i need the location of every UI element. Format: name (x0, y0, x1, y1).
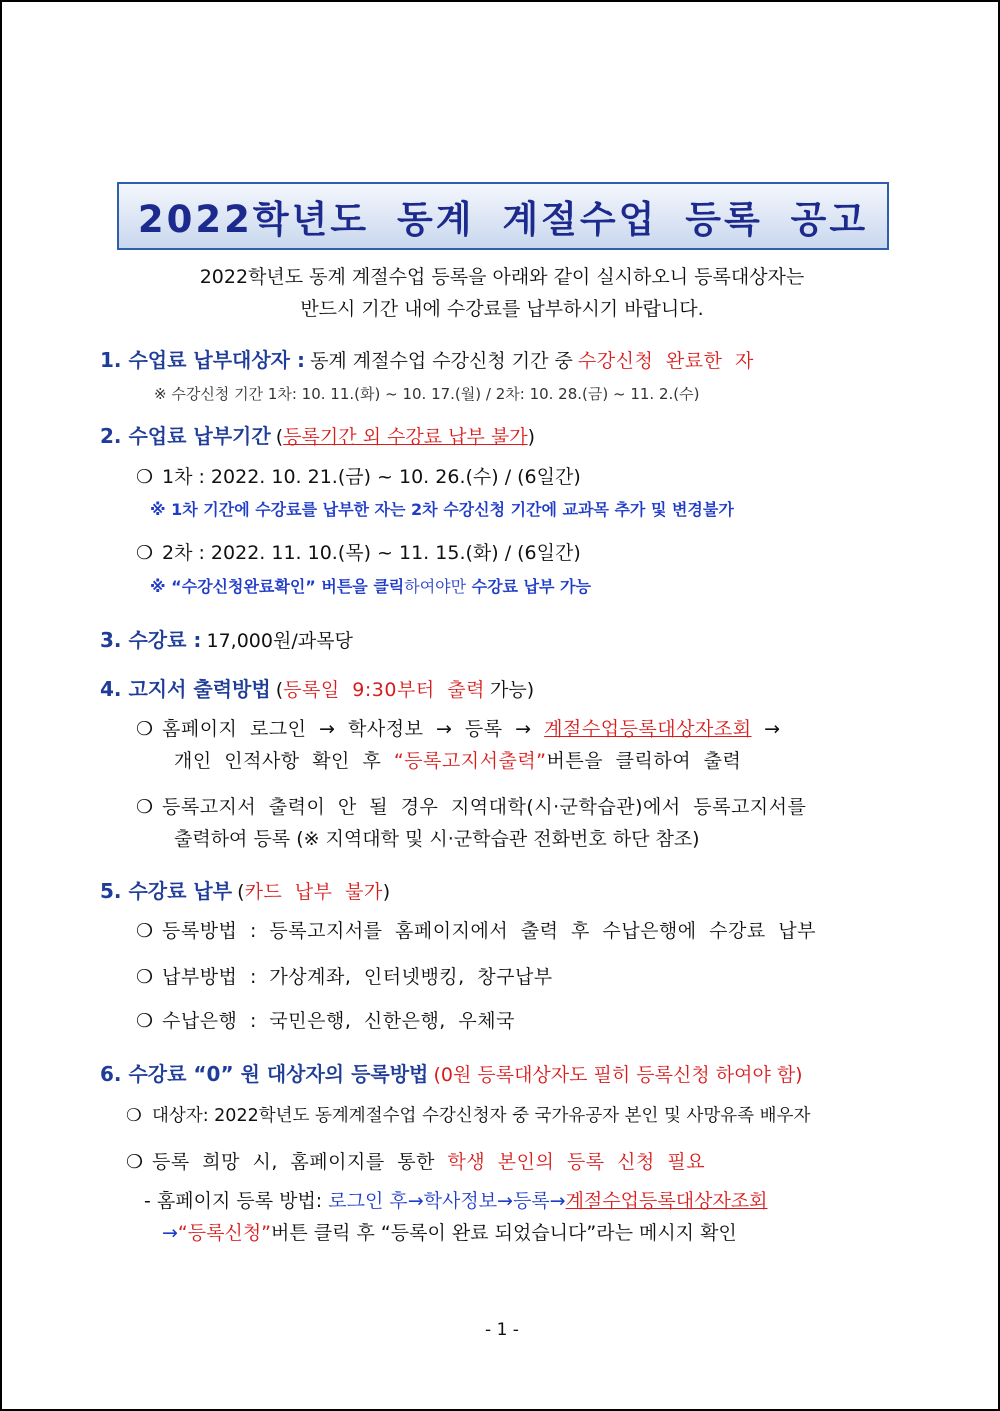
section-4-bullet-2 (136, 792, 806, 819)
section-1-heading: 1. 수업료 납부대상자 : (100, 348, 305, 372)
section-2-paren-open: ( (275, 426, 284, 448)
section-2-note-2-b: 하여야만 (404, 577, 467, 596)
section-6-dash-a: - 홈페이지 등록 방법: (144, 1190, 323, 1212)
section-5-heading: 5. 수강료 납부 (100, 879, 233, 903)
section-1-text: 동계 계절수업 수강신청 기간 중 (310, 350, 573, 372)
section-2-item-1-text: 1차 : 2022. 10. 21.(금) ~ 10. 26.(수) / (6일간) (162, 466, 581, 488)
section-6-bullet-2 (126, 1147, 705, 1174)
section-6-dash-blue: 로그인 후→학사정보→등록→ (328, 1190, 566, 1212)
section-2-heading: 2. 수업료 납부기간 (100, 424, 271, 448)
title-box (117, 182, 889, 250)
section-5-bullet-1 (136, 916, 816, 943)
section-4-b2-line1: 등록고지서 출력이 안 될 경우 지역대학(시·군학습관)에서 등록고지서를 (162, 796, 807, 818)
section-6-dash-line (144, 1186, 768, 1213)
section-2-paren-close: ) (527, 426, 536, 448)
circle-bullet-icon: ❍ (136, 796, 154, 818)
section-4-b1-line2-b: 버튼을 클릭하여 출력 (546, 750, 742, 772)
section-3-heading: 3. 수강료 : (100, 628, 202, 652)
section-6-paren: (0원 등록대상자도 필히 등록신청 하여야 함) (433, 1064, 803, 1086)
page-title: 2022학년도 동계 계절수업 등록 공고 (137, 198, 869, 241)
intro-line-2: 반드시 기간 내에 수강료를 납부하시기 바랍니다. (300, 298, 704, 320)
section-6-b2-a: 등록 희망 시, 홈페이지를 통한 (152, 1151, 435, 1173)
section-6-bullet-1 (126, 1102, 810, 1127)
section-5-bullet-2 (136, 962, 553, 989)
section-1-note: ※ 수강신청 기간 1차: 10. 11.(화) ~ 10. 17.(월) / 2차: 10. 28.(금) ~ 11. 2.(수) (154, 385, 700, 403)
section-3-line (100, 624, 353, 653)
section-4-bullet-1 (136, 714, 781, 741)
circle-bullet-icon: ❍ (136, 966, 154, 988)
page-number: - 1 - (485, 1320, 519, 1340)
circle-bullet-icon: ❍ (136, 1010, 154, 1032)
section-6-heading: 6. 수강료 “0” 원 대상자의 등록방법 (100, 1062, 429, 1086)
section-5-b1: 등록방법 : 등록고지서를 홈페이지에서 출력 후 수납은행에 수강료 납부 (162, 920, 816, 942)
section-2-line (100, 420, 535, 449)
circle-bullet-icon: ❍ (126, 1106, 142, 1126)
section-4-b2-line2: 출력하여 등록 (※ 지역대학 및 시·군학습관 전화번호 하단 참조) (174, 828, 700, 850)
circle-bullet-icon: ❍ (126, 1151, 144, 1173)
section-4-line (100, 673, 534, 702)
section-4-b1-line2-a: 개인 인적사항 확인 후 (174, 750, 382, 772)
section-4-paren-open: ( (275, 679, 284, 701)
section-5-paren-close: ) (382, 881, 391, 903)
section-4-b1-a: 홈페이지 로그인 → 학사정보 → 등록 → (162, 718, 532, 740)
section-2-paren-text: 등록기간 외 수강료 납부 불가 (283, 426, 528, 448)
section-6-line (100, 1058, 803, 1087)
section-6-b2-red: 학생 본인의 등록 신청 필요 (447, 1151, 706, 1173)
section-4-b1-b: → (764, 718, 781, 740)
section-4-paren-text: 등록일 9:30부터 출력 (283, 679, 485, 701)
section-6-line2-arrow: → (162, 1222, 178, 1244)
section-1-highlight: 수강신청 완료한 자 (577, 350, 754, 372)
section-5-b3: 수납은행 : 국민은행, 신한은행, 우체국 (162, 1010, 515, 1032)
section-4-bullet-1-line-2 (174, 746, 741, 773)
section-5-b2: 납부방법 : 가상계좌, 인터넷뱅킹, 창구납부 (162, 966, 553, 988)
section-3-text: 17,000원/과목당 (206, 630, 353, 652)
section-2-note-2-c: 수강료 납부 가능 (471, 577, 591, 596)
circle-bullet-icon: ❍ (136, 920, 154, 942)
section-4-b1-line2-red: “등록고지서출력” (393, 750, 547, 772)
section-2-item-2-text: 2차 : 2022. 11. 10.(목) ~ 11. 15.(화) / (6일간) (162, 542, 581, 564)
section-2-note-1: ※ 1차 기간에 수강료를 납부한 자는 2차 수강신청 기간에 교과목 추가 및 변경불가 (150, 500, 734, 519)
section-6-line2-rest: 버튼 클릭 후 “등록이 완료 되었습니다”라는 메시지 확인 (271, 1222, 737, 1244)
section-6-line2-red: “등록신청” (177, 1222, 272, 1244)
section-6-b1: 대상자: 2022학년도 동계계절수업 수강신청자 중 국가유공자 본인 및 사망유족 배우자 (152, 1106, 811, 1126)
section-2-note-2-a: ※ “수강신청완료확인” 버튼을 클릭 (150, 577, 405, 596)
intro-line-1: 2022학년도 동계 계절수업 등록을 아래와 같이 실시하오니 등록대상자는 (199, 266, 805, 288)
circle-bullet-icon: ❍ (136, 466, 154, 488)
section-4-paren-rest: 가능) (490, 679, 535, 701)
circle-bullet-icon: ❍ (136, 542, 154, 564)
section-6-dash-link: 계절수업등록대상자조회 (565, 1190, 768, 1212)
section-5-paren-text: 카드 납부 불가 (244, 881, 383, 903)
section-1-line (100, 344, 754, 373)
section-6-dash-line-2 (162, 1218, 737, 1245)
section-2-note-2 (150, 574, 591, 597)
section-5-paren-open: ( (237, 881, 245, 903)
section-4-b1-link: 계절수업등록대상자조회 (544, 718, 752, 740)
section-2-item-2 (136, 538, 581, 565)
section-2-item-1 (136, 462, 581, 489)
section-5-line (100, 875, 390, 904)
section-4-heading: 4. 고지서 출력방법 (100, 677, 271, 701)
circle-bullet-icon: ❍ (136, 718, 154, 740)
section-5-bullet-3 (136, 1006, 515, 1033)
